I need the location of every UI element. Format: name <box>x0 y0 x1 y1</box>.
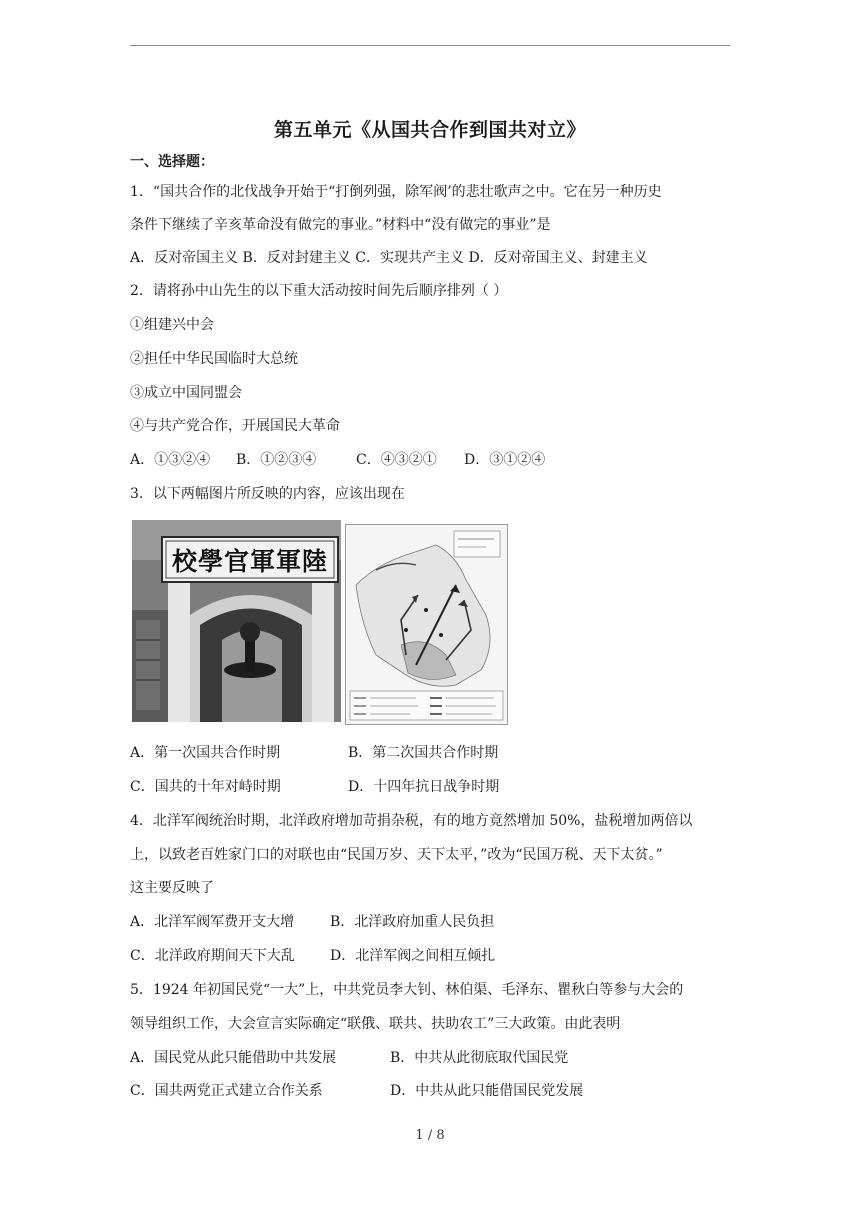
q5-options-row1 <box>130 1048 568 1068</box>
q4-option-b: B．北洋政府加重人民负担 <box>330 914 495 930</box>
q2-item-3: ③成立中国同盟会 <box>130 385 242 401</box>
q3-option-d: D．十四年抗日战争时期 <box>348 779 500 795</box>
q5-option-b: B．中共从此彻底取代国民党 <box>390 1050 569 1066</box>
q4-stem-line2: 上，以致老百姓家门口的对联也由“民国万岁、天下太平，”改为“民国万税、天下太贫。” <box>130 847 663 863</box>
q2-item-4: ④与共产党合作，开展国民大革命 <box>130 418 340 434</box>
q2-stem: 2．请将孙中山先生的以下重大活动按时间先后顺序排列（ ） <box>130 283 508 299</box>
q3-option-a: A．第一次国共合作时期 <box>130 745 281 761</box>
northern-expedition-map <box>345 524 508 725</box>
q3-option-c: C．国共的十年对峙时期 <box>130 779 281 795</box>
academy-gate-photo <box>132 520 341 722</box>
q1-stem-line1: 1．“国共合作的北伐战争开始于“打倒列强，除军阀’的悲壮歌声之中。它在另一种历史 <box>130 184 662 200</box>
page-title: 第五单元《从国共合作到国共对立》 <box>273 119 586 141</box>
q3-options-row2 <box>130 777 499 797</box>
q2-option-c: C．④③②① <box>356 452 437 468</box>
section-heading: 一、选择题： <box>130 154 214 170</box>
q3-stem: 3．以下两幅图片所反映的内容，应该出现在 <box>130 486 405 502</box>
q2-option-a: A．①③②④ <box>130 452 211 468</box>
q2-option-d: D．③①②④ <box>464 452 546 468</box>
q5-stem-line2: 领导组织工作，大会宣言实际确定“联俄、联共、扶助农工”三大政策。由此表明 <box>130 1016 621 1032</box>
q4-option-c: C．北洋政府期间天下大乱 <box>130 948 295 964</box>
q4-stem-line3: 这主要反映了 <box>130 880 214 896</box>
q5-options-row2 <box>130 1081 583 1101</box>
q3-option-b: B．第二次国共合作时期 <box>348 745 499 761</box>
q5-stem-line1: 5．1924 年初国民党“一大”上，中共党员李大钊、林伯渠、毛泽东、瞿秋白等参与大会的 <box>130 982 684 998</box>
q4-stem-line1: 4．北洋军阀统治时期，北洋政府增加苛捐杂税，有的地方竟然增加 50%，盐税增加两倍以 <box>130 813 693 829</box>
academy-sign-text: 校學官軍軍陸 <box>171 547 329 576</box>
q1-options: A．反对帝国主义 B．反对封建主义 C．实现共产主义 D．反对帝国主义、封建主义 <box>130 250 648 266</box>
q4-options-row2 <box>130 946 495 966</box>
q2-option-b: B．①②③④ <box>236 452 317 468</box>
q4-options-row1 <box>130 912 494 932</box>
page-number: 1 / 8 <box>415 1128 445 1143</box>
q5-option-a: A．国民党从此只能借助中共发展 <box>130 1050 337 1066</box>
q1-stem-line2: 条件下继续了辛亥革命没有做完的事业。”材料中“没有做完的事业”是 <box>130 217 551 233</box>
q2-item-2: ②担任中华民国临时大总统 <box>130 351 298 367</box>
q5-option-d: D．中共从此只能借国民党发展 <box>390 1083 584 1099</box>
q4-option-a: A．北洋军阀军费开支大增 <box>130 914 295 930</box>
q2-item-1: ①组建兴中会 <box>130 317 214 333</box>
q5-option-c: C．国共两党正式建立合作关系 <box>130 1083 323 1099</box>
q4-option-d: D．北洋军阀之间相互倾扎 <box>330 948 496 964</box>
header-rule <box>130 45 730 46</box>
q3-options-row1 <box>130 743 498 763</box>
q2-options <box>130 450 545 470</box>
